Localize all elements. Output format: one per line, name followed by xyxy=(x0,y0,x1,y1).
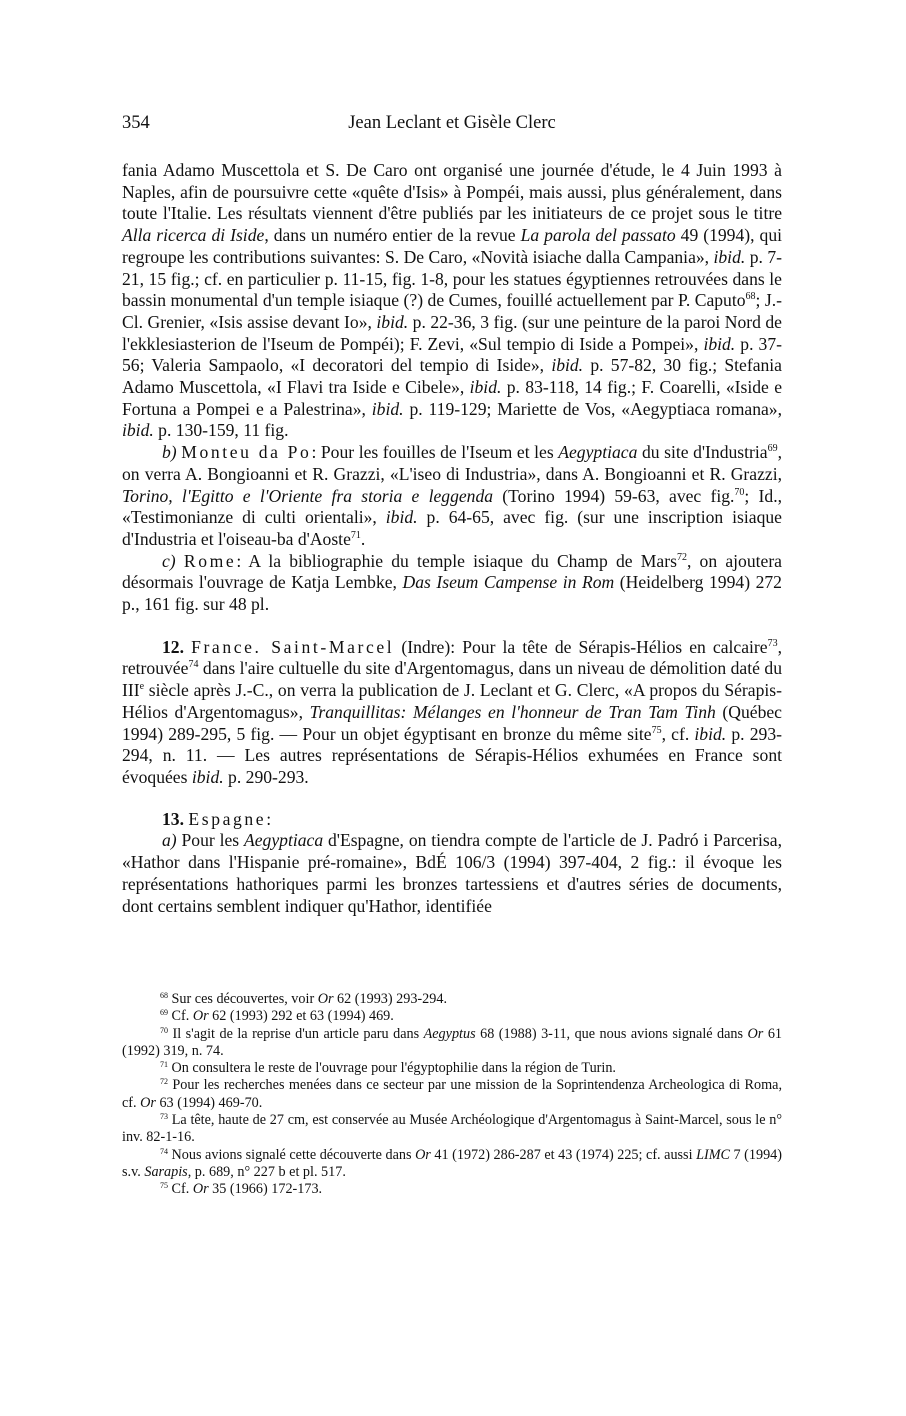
footnote-number: 69 xyxy=(160,1008,168,1018)
italic-ref: Or xyxy=(415,1146,431,1163)
footnote-68 xyxy=(122,991,782,1008)
italic-ref: LIMC xyxy=(696,1146,730,1163)
text-run: 62 (1993) 293-294. xyxy=(333,991,447,1007)
paragraph-13 xyxy=(122,809,782,831)
section-number: 13. xyxy=(162,808,184,829)
running-title: Jean Leclant et Gisèle Clerc xyxy=(348,113,556,133)
text-run: p. 83-118, 14 fig.; F. Coarelli, «Iside e Fortuna a Pompei e a Palestrina», xyxy=(122,377,782,419)
text-run: Cf. xyxy=(168,1181,193,1198)
text-run: d'Espagne, on tiendra compte de l'article de J. Padró i Parcerisa, «Hathor dans l'Hispanie pré-romaine», BdÉ 106/3 (1994) 397-404, 2 fig.: il évoque les représentations hathoriques parmi les bronzes tartessiens et d'autres séries de documents, dont certains semblent indiquer qu'Hathor, identifiée xyxy=(122,830,782,916)
italic-title: Torino, l'Egitto e l'Oriente fra storia e leggenda xyxy=(122,485,494,506)
footnote-ref[interactable]: 75 xyxy=(651,724,662,736)
text-run: p. 119-129; Mariette de Vos, «Aegyptiaca romana», xyxy=(403,398,783,419)
text-run: 61 (1992) 319, n. 74. xyxy=(122,1025,783,1059)
italic-ref: ibid. xyxy=(694,723,727,744)
text-run: Cf. xyxy=(168,1008,193,1025)
page-header xyxy=(122,113,782,139)
text-run: p. 22-36, 3 fig. (sur une peinture de la paroi Nord de l'ekklesiasterion de l'Iseum de Pompéi); F. Zevi, «Sul tempio di Iside a Pompei», xyxy=(122,311,782,354)
text-run: La tête, haute de 27 cm, est conservée au Musée Archéologique d'Argentomagus à Saint-Marcel, sous le n° inv. 82-1-16. xyxy=(122,1112,782,1146)
italic-ref: ibid. xyxy=(385,507,418,528)
spaced-place-name: France. Saint-Marcel xyxy=(191,636,395,657)
footnote-number: 74 xyxy=(160,1146,168,1156)
footnote-ref[interactable]: 71 xyxy=(350,529,361,541)
text-run: p. 290-293. xyxy=(223,766,309,787)
italic-title: Das Iseum Campense in Rom xyxy=(402,572,615,593)
text-run: (Heidelberg 1994) 272 p., 161 fig. sur 48 pl. xyxy=(122,572,782,615)
footnote-70 xyxy=(122,1026,782,1061)
italic-title: Tranquillitas: Mélanges en l'honneur de Tran Tam Tinh xyxy=(309,701,716,722)
footnote-number: 70 xyxy=(160,1025,168,1035)
italic-ref: Sarapis xyxy=(144,1163,188,1180)
text-run: , p. 689, n° 227 b et pl. 517. xyxy=(187,1163,346,1180)
item-label: a) xyxy=(162,830,177,851)
footnote-number: 71 xyxy=(160,1060,168,1070)
footnote-74 xyxy=(122,1147,782,1182)
italic-title: La parola del passato xyxy=(520,225,676,246)
text-run: . xyxy=(360,528,366,549)
paragraph-c xyxy=(122,551,782,616)
text-run: (Indre): Pour la tête de Sérapis-Hélios en calcaire xyxy=(394,636,768,657)
text-run: 62 (1993) 292 et 63 (1994) 469. xyxy=(208,1008,394,1025)
italic-ref: Or xyxy=(747,1025,764,1042)
italic-ref: ibid. xyxy=(469,377,502,398)
text-run: ; J.-Cl. Grenier, «Isis assise devant Io», xyxy=(122,290,783,332)
italic-ref: ibid. xyxy=(376,311,409,332)
italic-ref: ibid. xyxy=(122,420,154,441)
item-label: b) xyxy=(162,442,177,463)
text-run: du site d'Industria xyxy=(637,442,768,463)
footnote-72 xyxy=(122,1077,782,1112)
text-run: : A la bibliographie du temple isiaque du Champ de Mars xyxy=(236,550,677,571)
footnote-number: 72 xyxy=(160,1077,168,1087)
item-label: c) xyxy=(162,550,176,571)
italic-ref: ibid. xyxy=(713,246,746,267)
footnote-ref[interactable]: 73 xyxy=(767,637,778,649)
italic-title: Alla ricerca di Iside xyxy=(122,225,265,246)
text-run: Sur ces découvertes, voir xyxy=(168,991,318,1007)
footnote-number: 75 xyxy=(160,1181,168,1191)
spaced-place-name: Monteu da Po xyxy=(181,442,312,463)
italic-ref: Or xyxy=(317,991,334,1007)
footnote-number: 68 xyxy=(160,991,168,1000)
text-run: (Torino 1994) 59-63, avec fig. xyxy=(493,485,735,506)
text-run: p. 57-82, 30 fig.; Stefania Adamo Muscettola, «I Flavi tra Iside e Cibele», xyxy=(122,355,782,398)
footnote-75 xyxy=(122,1181,782,1198)
text-run: p. 293-294, n. 11. — Les autres représentations de Sérapis-Hélios exhumées en France sont évoquées xyxy=(122,723,782,787)
text-run: , cf. xyxy=(661,723,695,744)
footnote-ref[interactable]: 69 xyxy=(767,443,778,455)
paragraph-intro xyxy=(122,160,782,442)
italic-term: Aegyptiaca xyxy=(244,830,324,851)
footnote-ref[interactable]: 74 xyxy=(188,659,199,671)
italic-ref: Or xyxy=(192,1181,209,1198)
text-run: fania Adamo Muscettola et S. De Caro ont organisé une journée d'étude, le 4 Juin 1993 à Naples, afin de poursuivre cette «quête d'Isis» à Pompéi, mais aussi, plus généralement, dans toute l'Italie. Les résultats viennent d'être publiés par les initiateurs de ce projet sous le titre xyxy=(122,160,782,224)
text-run: 68 (1988) 3-11, que nous avions signalé dans xyxy=(475,1025,748,1042)
text-run: Nous avions signalé cette découverte dans xyxy=(168,1146,416,1163)
text-run: On consultera le reste de l'ouvrage pour l'égyptophilie dans la région de Turin. xyxy=(168,1060,616,1077)
paragraph-b xyxy=(122,442,782,551)
text-run: Il s'agit de la reprise d'un article paru dans xyxy=(168,1025,424,1042)
footnote-71 xyxy=(122,1060,782,1077)
main-text xyxy=(122,160,782,917)
text-run: 7 (1994) s.v. xyxy=(122,1146,783,1180)
ordinal-superscript: e xyxy=(139,681,145,693)
footnote-ref[interactable]: 68 xyxy=(745,291,756,303)
text-run: 63 (1994) 469-70. xyxy=(155,1094,263,1111)
text-run: 35 (1966) 172-173. xyxy=(208,1181,323,1198)
text-run: Pour les xyxy=(176,830,244,851)
paragraph-12 xyxy=(122,637,782,789)
spaced-place-name: Rome xyxy=(183,550,237,571)
text-run: p. 130-159, 11 fig. xyxy=(153,420,289,441)
section-number: 12. xyxy=(162,636,184,657)
text-run: : xyxy=(266,808,272,829)
text-run: 49 (1994), qui regroupe les contributions suivantes: S. De Caro, «Novità isiache dalla Campania», xyxy=(122,225,783,267)
text-run: p. 64-65, avec fig. (sur une inscription isiaque d'Industria et l'oiseau-ba d'Aoste xyxy=(122,507,782,549)
footnotes xyxy=(122,991,782,1199)
text-run: siècle après J.-C., on verra la publication de J. Leclant et G. Clerc, «A propos du Sérapis-Hélios d'Argentomagus», xyxy=(122,680,782,722)
text-run: , on verra A. Bongioanni et R. Grazzi, «L'iseo di Industria», dans A. Bongioanni et R. Grazzi, xyxy=(122,442,782,484)
text-run: Pour les recherches menées dans ce secteur par une mission de la Soprintendenza Archeologica di Roma, cf. xyxy=(122,1077,782,1111)
paragraph-13a xyxy=(122,830,782,917)
text-run: (Québec 1994) 289-295, 5 fig. — Pour un objet égyptisant en bronze du même site xyxy=(122,701,782,744)
text-run: , on ajoutera désormais l'ouvrage de Katja Lembke, xyxy=(122,550,782,593)
text-run: p. 7-21, 15 fig.; cf. en particulier p. 11-15, fig. 1-8, pour les statues égyptiennes retrouvées dans le bassin monumental d'un temple isiaque (?) de Cumes, fouillé actuellement par P. Caputo xyxy=(122,246,782,311)
text-run: dans l'aire cultuelle du site d'Argentomagus, dans un niveau de démolition daté du III xyxy=(122,658,782,701)
italic-ref: ibid. xyxy=(703,333,736,354)
text-run: p. 37-56; Valeria Sampaolo, «I decoratori del tempio di Iside», xyxy=(122,333,783,376)
italic-term: Aegyptiaca xyxy=(558,442,638,463)
footnote-ref[interactable]: 72 xyxy=(676,551,687,563)
text-run: 41 (1972) 286-287 et 43 (1974) 225; cf. aussi xyxy=(430,1146,697,1163)
footnote-ref[interactable]: 70 xyxy=(734,486,745,498)
text-run: , dans un numéro entier de la revue xyxy=(264,225,521,246)
footnote-69 xyxy=(122,1008,782,1025)
italic-ref: ibid. xyxy=(371,398,404,419)
spaced-place-name: Espagne xyxy=(188,808,267,829)
text-run: ; Id., «Testimonianze di culti orientali», xyxy=(122,485,782,528)
italic-ref: Or xyxy=(192,1008,209,1025)
footnote-73 xyxy=(122,1112,782,1147)
page-number: 354 xyxy=(122,113,150,133)
italic-ref: ibid. xyxy=(191,766,224,787)
footnote-number: 73 xyxy=(160,1112,168,1122)
text-run: , retrouvée xyxy=(122,636,782,679)
italic-ref: ibid. xyxy=(551,355,584,376)
italic-ref: Aegyptus xyxy=(423,1025,476,1042)
text-run: : Pour les fouilles de l'Iseum et les xyxy=(311,442,559,463)
italic-ref: Or xyxy=(140,1094,156,1111)
